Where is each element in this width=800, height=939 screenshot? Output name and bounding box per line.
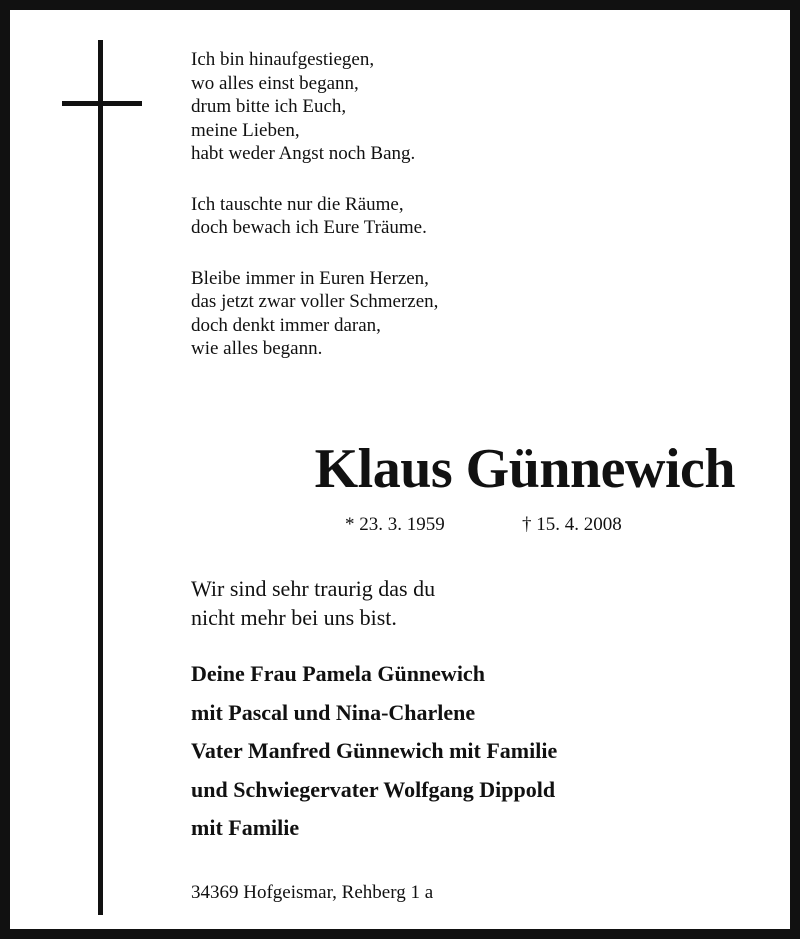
mourner-line: mit Familie [191, 815, 300, 840]
poem-line: Ich bin hinaufgestiegen, [191, 49, 375, 70]
poem-line: doch bewach ich Eure Träume. [191, 217, 427, 238]
poem-line: doch denkt immer daran, [191, 314, 381, 336]
poem-line: Bleibe immer in Euren Herzen, [191, 267, 429, 289]
sorrow-line: nicht mehr bei uns bist. [191, 604, 397, 630]
mourner-line: Vater Manfred Günnewich mit Familie [191, 738, 558, 763]
poem-line: das jetzt zwar voller Schmerzen, [191, 291, 439, 312]
poem-line: wie alles begann. [191, 338, 323, 359]
poem-line: drum bitte ich Euch, [191, 96, 347, 117]
sorrow-line: Wir sind sehr traurig das du [191, 576, 436, 601]
poem-stanza-1 [191, 48, 751, 166]
death-date: † 15. 4. 2008 [522, 514, 622, 535]
mourner-line: Deine Frau Pamela Günnewich [191, 661, 485, 686]
address: 34369 Hofgeismar, Rehberg 1 a [191, 882, 434, 903]
poem-stanza-3 [191, 267, 751, 361]
poem [191, 48, 751, 388]
birth-date: * 23. 3. 1959 [345, 514, 445, 535]
deceased-name: Klaus Günnewich [314, 438, 735, 500]
poem-line: wo alles einst begann, [191, 72, 359, 94]
poem-line: Ich tauschte nur die Räume, [191, 193, 404, 215]
poem-line: meine Lieben, [191, 119, 300, 141]
mourner-line: mit Pascal und Nina-Charlene [191, 699, 476, 725]
cross-vertical-beam [98, 40, 103, 915]
poem-line: habt weder Angst noch Bang. [191, 143, 416, 164]
mourner-line: und Schwiegervater Wolfgang Dippold [191, 776, 556, 802]
poem-stanza-2 [191, 193, 751, 240]
sorrow-message [191, 575, 751, 632]
mourners-list [191, 655, 771, 848]
cross-horizontal-beam [62, 101, 142, 106]
